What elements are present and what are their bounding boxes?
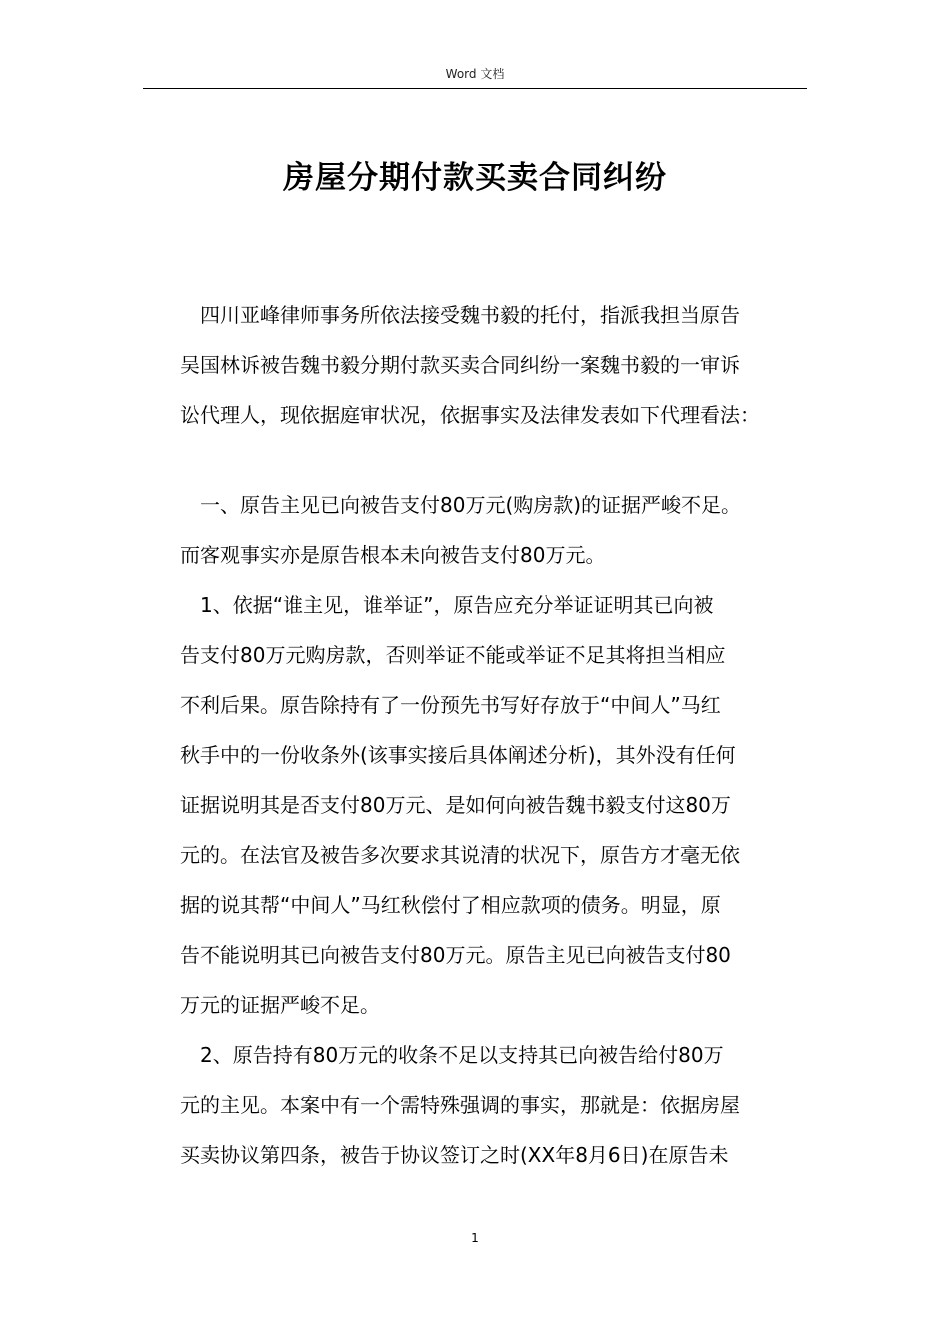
header-rule xyxy=(143,88,807,89)
paragraph-sub-two xyxy=(180,1030,808,1180)
text-line: 告支付80万元购房款，否则举证不能或举证不足其将担当相应 xyxy=(180,643,726,667)
text-line: 买卖协议第四条，被告于协议签订之时(XX年8月6日)在原告未 xyxy=(180,1143,729,1167)
paragraph-sub-one xyxy=(180,580,808,1030)
text-line: 元的。在法官及被告多次要求其说清的状况下，原告方才毫无依 xyxy=(180,843,740,867)
text-line: 元的主见。本案中有一个需特殊强调的事实，那就是：依据房屋 xyxy=(180,1093,740,1117)
paragraph-gap xyxy=(180,440,808,480)
text-line: 告不能说明其已向被告支付80万元。原告主见已向被告支付80 xyxy=(180,943,731,967)
text-line: 2、原告持有80万元的收条不足以支持其已向被告给付80万 xyxy=(180,1043,724,1067)
page-header: Word 文档 xyxy=(445,67,505,81)
text-line: 1、依据“谁主见，谁举证”，原告应充分举证证明其已向被 xyxy=(180,593,714,617)
page-number: 1 xyxy=(471,1231,479,1245)
text-line: 据的说其帮“中间人”马红秋偿付了相应款项的债务。明显，原 xyxy=(180,893,721,917)
text-line: 讼代理人，现依据庭审状况，依据事实及法律发表如下代理看法： xyxy=(180,403,760,427)
text-line: 证据说明其是否支付80万元、是如何向被告魏书毅支付这80万 xyxy=(180,793,731,817)
text-line: 秋手中的一份收条外(该事实接后具体阐述分析)，其外没有任何 xyxy=(180,743,736,767)
paragraph-point-one xyxy=(180,480,808,580)
text-line: 一、原告主见已向被告支付80万元(购房款)的证据严峻不足。 xyxy=(180,493,742,517)
text-line: 而客观事实亦是原告根本未向被告支付80万元。 xyxy=(180,543,606,567)
paragraph-intro xyxy=(180,290,808,440)
document-body xyxy=(180,290,808,1180)
text-line: 吴国林诉被告魏书毅分期付款买卖合同纠纷一案魏书毅的一审诉 xyxy=(180,353,740,377)
document-title: 房屋分期付款买卖合同纠纷 xyxy=(283,160,667,196)
text-line: 万元的证据严峻不足。 xyxy=(180,993,380,1017)
text-line: 不利后果。原告除持有了一份预先书写好存放于“中间人”马红 xyxy=(180,693,721,717)
text-line: 四川亚峰律师事务所依法接受魏书毅的托付，指派我担当原告 xyxy=(180,303,740,327)
